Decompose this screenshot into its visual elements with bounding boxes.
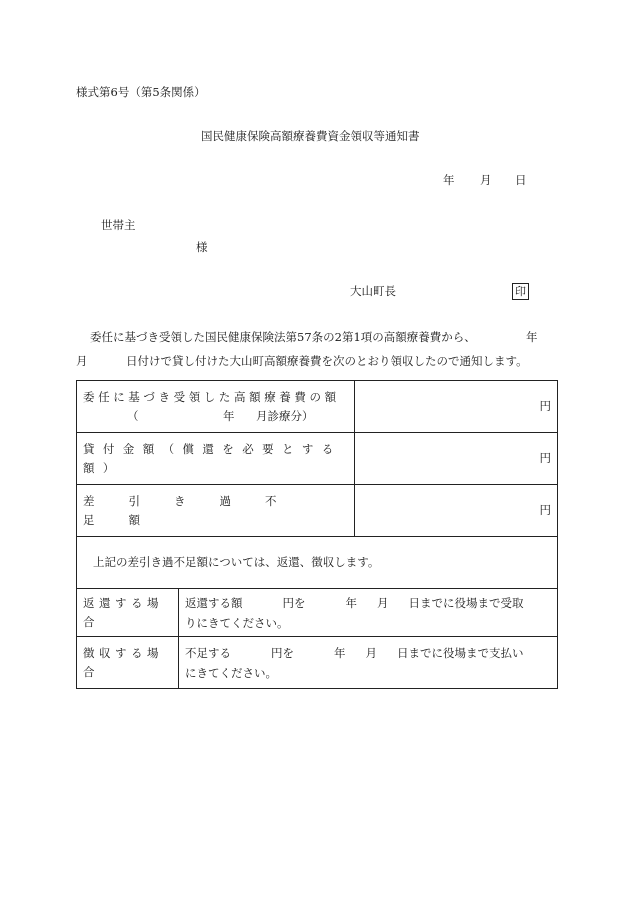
date-day-label: 日 bbox=[515, 173, 527, 187]
recipient-label: 世帯主 bbox=[101, 218, 136, 232]
table-row bbox=[77, 381, 558, 433]
table-row bbox=[77, 589, 558, 637]
body-text-line1: 委任に基づき受領した国民健康保険法第57条の2第1項の高額療養費から、 bbox=[90, 330, 476, 344]
note-text: 上記の差引き過不足額については、返還、徴収します。 bbox=[93, 555, 380, 570]
body-text-line2: 日付けで貸し付けた大山町高額療養費を次のとおり領収したので通知します。 bbox=[126, 354, 528, 368]
row3-label-cell bbox=[77, 485, 355, 537]
row3-unit: 円 bbox=[539, 503, 552, 518]
recipient-honorific: 様 bbox=[196, 240, 208, 254]
collect-text-d: 月 bbox=[365, 645, 377, 660]
body-text-line2-month: 月 bbox=[76, 354, 88, 368]
row1-sub-open: （ bbox=[127, 408, 139, 423]
date-year-label: 年 bbox=[443, 173, 455, 187]
table-row bbox=[77, 537, 558, 589]
collect-text-cell bbox=[179, 637, 558, 689]
refund-label-cell bbox=[77, 589, 179, 637]
document-title: 国民健康保険高額療養費資金領収等通知書 bbox=[201, 129, 420, 143]
collect-text-c: 年 bbox=[334, 645, 346, 660]
row1-subline bbox=[77, 407, 354, 425]
row3-label-text: 差引き過不足額 bbox=[83, 494, 311, 527]
row1-label-text: 委任に基づき受領した高額療養費の額 bbox=[83, 390, 340, 405]
form-number: 様式第6号（第5条関係） bbox=[76, 85, 206, 99]
row1-sub-month: 月診療分） bbox=[256, 408, 314, 423]
row1-amount-field[interactable] bbox=[355, 381, 558, 433]
refund-text-b: 円を bbox=[282, 595, 306, 610]
row1-unit: 円 bbox=[539, 399, 552, 414]
table-row bbox=[77, 433, 558, 485]
issuer-name: 大山町長 bbox=[350, 284, 396, 298]
note-cell bbox=[77, 537, 558, 589]
table-row bbox=[77, 485, 558, 537]
refund-text-a: 返還する額 bbox=[185, 595, 243, 610]
row2-label bbox=[77, 440, 354, 477]
collect-label-cell bbox=[77, 637, 179, 689]
row3-amount-field[interactable] bbox=[355, 485, 558, 537]
row3-label bbox=[77, 492, 354, 529]
collect-label: 徴収する場合 bbox=[83, 646, 163, 679]
row2-label-cell bbox=[77, 433, 355, 485]
refund-text-c: 年 bbox=[345, 595, 357, 610]
collect-text-b: 円を bbox=[271, 645, 294, 660]
row1-label bbox=[77, 388, 354, 406]
row1-sub-year: 年 bbox=[223, 408, 235, 423]
refund-text-d: 月 bbox=[377, 595, 389, 610]
collect-text-e: 日までに役場まで支払い bbox=[397, 645, 524, 660]
receipt-table bbox=[76, 380, 558, 689]
collect-text-a: 不足する bbox=[185, 645, 231, 660]
date-month-label: 月 bbox=[480, 173, 492, 187]
row1-label-cell bbox=[77, 381, 355, 433]
refund-text-f: りにきてください。 bbox=[185, 615, 289, 630]
refund-label: 返還する場合 bbox=[83, 596, 163, 629]
body-text-line1-year: 年 bbox=[526, 330, 538, 344]
row2-label-text: 貸付金額（償還を必要とする額） bbox=[83, 442, 342, 475]
collect-text-f: にきてください。 bbox=[185, 665, 277, 680]
refund-text-cell bbox=[179, 589, 558, 637]
row2-amount-field[interactable] bbox=[355, 433, 558, 485]
row2-unit: 円 bbox=[539, 451, 552, 466]
table-row bbox=[77, 637, 558, 689]
seal-mark: 印 bbox=[512, 283, 529, 300]
refund-text-e: 日までに役場まで受取 bbox=[408, 595, 524, 610]
